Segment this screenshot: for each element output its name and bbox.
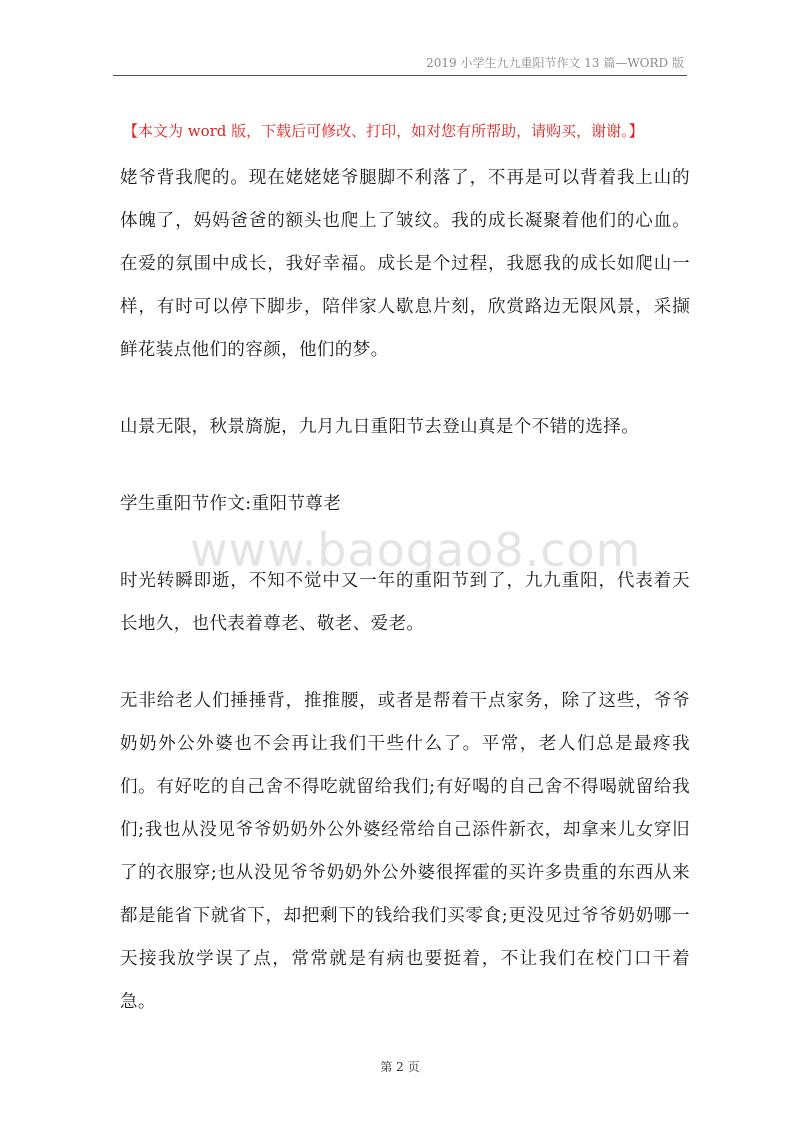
paragraph-2: 山景无限，秋景旖旎，九月九日重阳节去登山真是个不错的选择。	[120, 417, 640, 437]
section-title: 学生重阳节作文:重阳节尊老	[120, 494, 342, 514]
paragraph-3: 时光转瞬即逝，不知不觉中又一年的重阳节到了，九九重阳，代表着天长地久，也代表着尊老、敬老、爱老。	[120, 571, 690, 634]
purchase-notice: 【本文为 word 版，下载后可修改、打印，如对您有所帮助，请购买，谢谢。】	[123, 122, 644, 140]
watermark: www.baogao8.com	[190, 523, 642, 577]
page-header-title: 2019 小学生九九重阳节作文 13 篇—WORD 版	[426, 56, 684, 70]
page-number: 第 2 页	[380, 1060, 420, 1074]
paragraph-1: 姥爷背我爬的。现在姥姥姥爷腿脚不利落了，不再是可以背着我上山的体魄了，妈妈爸爸的额头也爬上了皱纹。我的成长凝聚着他们的心血。在爱的氛围中成长，我好幸福。成长是个过程，我愿我的成长如爬山一样，有时可以停下脚步，陪伴家人歇息片刻，欣赏路边无限风景，采撷鲜花装点他们的容颜，他们的梦。	[120, 168, 690, 360]
document-body	[120, 157, 690, 1058]
header-divider	[113, 75, 687, 76]
paragraph-4: 无非给老人们捶捶背，推推腰，或者是帮着干点家务，除了这些，爷爷奶奶外公外婆也不会再让我们干些什么了。平常，老人们总是最疼我们。有好吃的自己舍不得吃就留给我们;有好喝的自己舍不得喝就留给我们;我也从没见爷爷奶奶外公外婆经常给自己添件新衣，却拿来儿女穿旧了的衣服穿;也从没见爷爷奶奶外公外婆很挥霍的买许多贵重的东西从来都是能省下就省下，却把剩下的钱给我们买零食;更没见过爷爷奶奶哪一天接我放学误了点，常常就是有病也要挺着，不让我们在校门口干着急。	[120, 691, 690, 1012]
